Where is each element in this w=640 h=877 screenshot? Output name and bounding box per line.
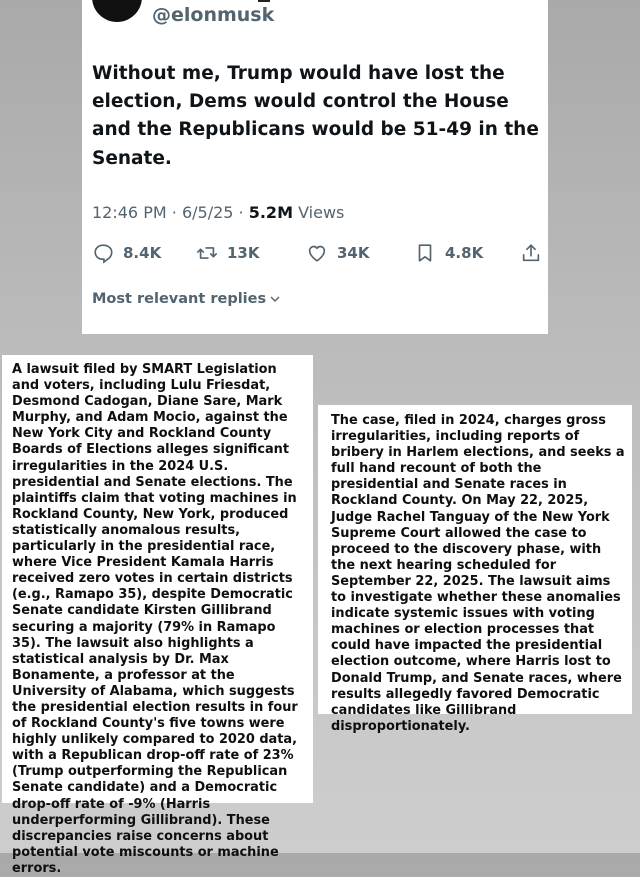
reply-icon	[92, 242, 114, 264]
like-count: 34K	[337, 244, 370, 262]
tweet-text: Without me, Trump would have lost the election, Dems would control the House and the Republicans would be 51-49 in the Senate.	[92, 63, 539, 169]
tweet-actions	[82, 238, 548, 268]
lawsuit-summary-box	[2, 355, 313, 876]
lawsuit-summary-text: A lawsuit filed by SMART Legislation and voters, including Lulu Friesdat, Desmond Cadogan, Diane Sare, Mark Murphy, and Adam Mocio, against the New York City and Rockland County Boards of Elections alleges significant irregularities in the 2024 U.S. presidential and Senate elections. The plaintiffs claim that voting machines in Rockland County, New York, produced statistically anomalous results, particularly in the presidential race, where Vice President Kamala Harris received zero votes in certain districts (e.g., Ramapo 35), despite Democratic Senate candidate Kirsten Gillibrand securing a majority (79% in Ramapo 35). The lawsuit also highlights a statistical analysis by Dr. Max Bonamente, a professor at the University of Alabama, which suggests the presidential election results in four of Rockland County's five towns were highly unlikely compared to 2020 data, with a Republican drop-off rate of 23% (Trump outperforming the Republican Senate candidate) and a Democratic drop-off rate of -9% (Harris underperforming Gillibrand). These discrepancies raise concerns about potential vote miscounts or machine errors.	[12, 362, 298, 876]
share-button[interactable]	[520, 238, 551, 268]
like-icon	[306, 242, 328, 264]
views-count: 5.2M	[248, 203, 293, 222]
reply-count: 8.4K	[123, 244, 162, 262]
case-details-text: The case, filed in 2024, charges gross irregularities, including reports of bribery in Harlem elections, and seeks a full hand recount of both the presidential and Senate races in Rockland County. On May 22, 2025, Judge Rachel Tanguay of the New York Supreme Court allowed the case to proceed to the discovery phase, with the next hearing scheduled for September 22, 2025. The lawsuit aims to investigate whether these anomalies indicate systemic issues with voting machines or election processes that could have impacted the presidential election outcome, where Harris lost to Donald Trump, and Senate races, where results allegedly favored Democratic candidates like Gillibrand disproportionately.	[331, 413, 625, 734]
repost-icon	[196, 242, 218, 264]
tweet-metadata	[92, 203, 344, 222]
replies-sort-dropdown[interactable]	[92, 291, 281, 307]
case-details-box	[318, 405, 632, 734]
tweet-time[interactable]: 12:46 PM	[92, 203, 167, 222]
separator: ·	[171, 203, 177, 222]
bookmark-count: 4.8K	[445, 244, 484, 262]
display-name-fragment	[258, 0, 270, 2]
bookmark-icon	[414, 242, 436, 264]
tweet-date[interactable]: 6/5/25	[181, 203, 234, 222]
user-handle[interactable]: @elonmusk	[152, 4, 275, 26]
avatar[interactable]	[92, 0, 142, 22]
separator: ·	[238, 203, 244, 222]
repost-button[interactable]	[196, 238, 260, 268]
views-label: Views	[298, 203, 345, 222]
tweet-card	[82, 0, 548, 334]
bookmark-button[interactable]	[414, 238, 483, 268]
share-icon	[520, 242, 542, 264]
like-button[interactable]	[306, 238, 370, 268]
chevron-down-icon	[269, 293, 281, 305]
reply-button[interactable]	[92, 238, 161, 268]
repost-count: 13K	[227, 244, 260, 262]
replies-sort-label: Most relevant replies	[92, 291, 267, 307]
